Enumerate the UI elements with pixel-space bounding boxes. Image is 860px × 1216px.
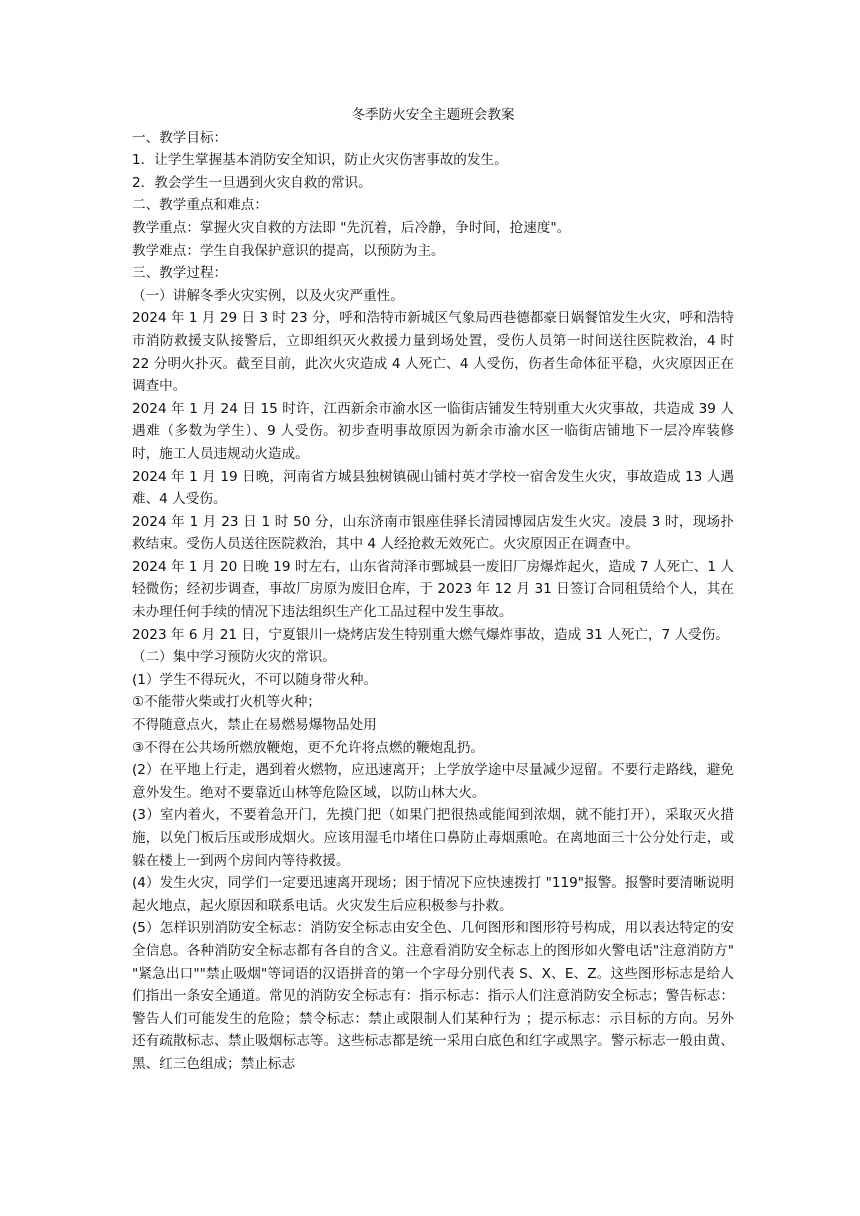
text-line: (1）学生不得玩火，不可以随身带火种。	[132, 671, 378, 688]
text-line: （二）集中学习预防火灾的常识。	[132, 649, 336, 666]
paragraph: 2024 年 1 月 24 日 15 时许，江西新余市渝水区一临街店铺发生特别重大火灾事故，共造成 39 人遇难（多数为学生）、9 人受伤。初步查明事故原因为新余市渝水区一临街店铺地下一层冷库装修时，施工人员违规动火造成。	[132, 400, 734, 462]
paragraph: (2）在平地上行走，遇到着火燃物，应迅速离开；上学放学途中尽量减少逗留。不要行走路线，避免意外发生。绝对不要靠近山林等危险区域，以防山林大火。	[132, 762, 734, 801]
paragraph: (4）发生火灾，同学们一定要迅速离开现场；困于情况下应快速拨打 "119"报警。报警时要清晰说明起火地点，起火原因和联系电话。火灾发生后应积极参与扑救。	[132, 875, 734, 914]
paragraph: 2024 年 1 月 20 日晚 19 时左右，山东省菏泽市鄄城县一废旧厂房爆炸起火，造成 7 人死亡、1 人轻微伤；经初步调查，事故厂房原为废旧仓库，于 2023 年 12 月 31 日签订合同租赁给个人，其在未办理任何手续的情况下违法组织生产化工品过程中发生事故。	[132, 558, 734, 621]
paragraph: 2024 年 1 月 23 日 1 时 50 分，山东济南市银座佳驿长清园博园店发生火灾。凌晨 3 时，现场扑救结束。受伤人员送往医院救治，其中 4 人经抢救无效死亡。火灾原因正在调查中。	[132, 513, 734, 553]
text-line: ①不能带火柴或打火机等火种；	[132, 694, 321, 711]
text-line: 一、教学目标：	[132, 129, 228, 146]
document-title: 冬季防火安全主题班会教案	[351, 107, 515, 123]
paragraph: 2024 年 1 月 29 日 3 时 23 分，呼和浩特市新城区气象局西巷德都豪日娲餐馆发生火灾，呼和浩特市消防救援支队接警后，立即组织灭火救援力量到场处置，受伤人员第一时间送往医院救治，4 时 22 分明火扑灭。截至目前，此次火灾造成 4 人死亡、4 人受伤，伤者生命体征平稳，火灾原因正在调查中。	[132, 310, 734, 395]
text-line: 教学重点：掌握火灾自救的方法即 "先沉着，后冷静，争时间，抢速度"。	[132, 219, 571, 236]
text-line: 2．教会学生一旦遇到火灾自救的常识。	[132, 174, 372, 191]
text-line: 教学难点：学生自我保护意识的提高，以预防为主。	[132, 242, 445, 259]
text-line: （一）讲解冬季火灾实例，以及火灾严重性。	[132, 287, 404, 304]
text-line: 二、教学重点和难点：	[132, 197, 268, 214]
paragraph: (5）怎样识别消防安全标志：消防安全标志由安全色、几何图形和图形符号构成，用以表达特定的安全信息。各种消防安全标志都有各自的含义。注意看消防安全标志上的图形如火警电话"注意消防方" "紧急出口""禁止吸烟"等词语的汉语拼音的第一个字母分别代表 S、X、E、Z。这些图形标志是给人们指出一条安全通道。常见的消防安全标志有：指示标志：指示人们注意消防安全标志；警告标志：警告人们可能发生的危险；禁令标志：禁止或限制人们某种行为 ；提示标志：示目标的方向。另外还有疏散标志、禁止吸烟标志等。这些标志都是统一采用白底色和红字或黑字。警示标志一般由黄、黑、红三色组成；禁止标志	[132, 920, 734, 1072]
document-body	[132, 127, 734, 1076]
text-line: 三、教学过程：	[132, 265, 228, 282]
text-line: 1．让学生掌握基本消防安全知识，防止火灾伤害事故的发生。	[132, 152, 508, 169]
text-line: ③不得在公共场所燃放鞭炮，更不允许将点燃的鞭炮乱扔。	[132, 739, 485, 756]
paragraph: (3）室内着火，不要着急开门，先摸门把（如果门把很热或能闻到浓烟，就不能打开），采取灭火措施，以免门板后压或形成烟火。应该用湿毛巾堵住口鼻防止毒烟熏呛。在离地面三十公分处行走，或躲在楼上一到两个房间内等待救援。	[132, 807, 734, 869]
text-line: 不得随意点火，禁止在易燃易爆物品处用	[132, 717, 377, 734]
paragraph: 2024 年 1 月 19 日晚，河南省方城县独树镇砚山铺村英才学校一宿舍发生火灾，事故造成 13 人遇难、4 人受伤。	[132, 468, 734, 508]
paragraph: 2023 年 6 月 21 日，宁夏银川一烧烤店发生特别重大燃气爆炸事故，造成 31 人死亡，7 人受伤。	[132, 626, 729, 643]
